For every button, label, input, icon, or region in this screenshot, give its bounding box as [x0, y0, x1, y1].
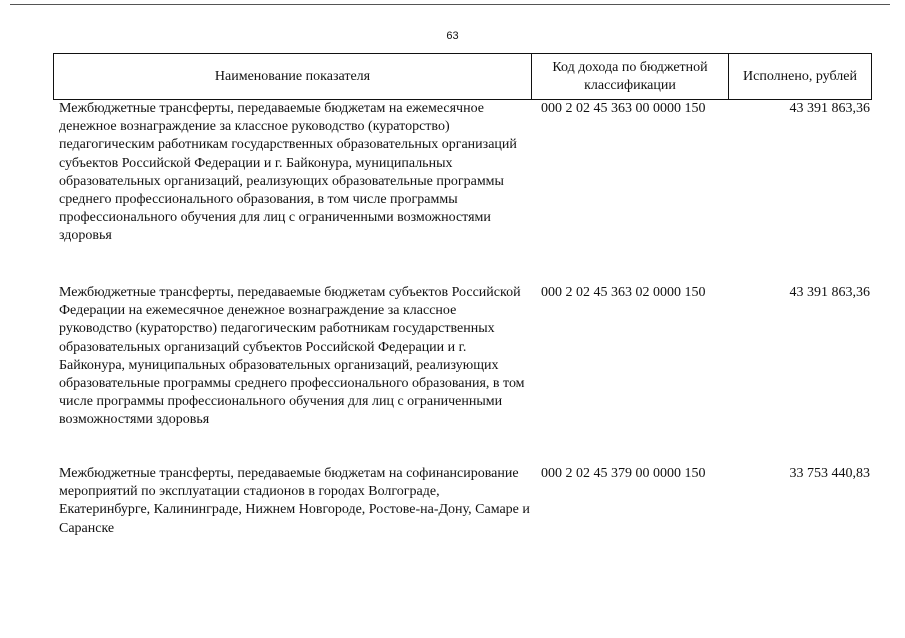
page-number: 63 [446, 30, 459, 42]
budget-code-cell: 000 2 02 45 363 00 0000 150 [541, 101, 706, 116]
executed-amount-cell: 33 753 440,83 [789, 466, 870, 481]
executed-amount-cell: 43 391 863,36 [789, 285, 870, 300]
table-row [53, 465, 872, 565]
top-rule [10, 4, 890, 5]
table-header [53, 53, 872, 100]
budget-code-cell: 000 2 02 45 379 00 0000 150 [541, 466, 706, 481]
executed-amount-cell: 43 391 863,36 [789, 101, 870, 116]
indicator-name-cell: Межбюджетные трансферты, передаваемые бюджетам на ежемесячное денежное вознаграждение за классное руководство (кураторство) педагогическим работникам государственных образовательных организаций субъектов Российской Федерации и г. Байконура, муниципальных образовательных организаций, реализующих образовательные программы среднего профессионального образования, в том числе программы профессионального обучения для лиц с ограниченными возможностями здоровья [59, 101, 517, 244]
header-indicator-name: Наименование показателя [54, 54, 532, 99]
budget-code-cell: 000 2 02 45 363 02 0000 150 [541, 285, 706, 300]
table-row [53, 100, 872, 284]
header-executed-amount: Исполнено, рублей [743, 68, 857, 84]
indicator-name-cell: Межбюджетные трансферты, передаваемые бюджетам на софинансирование мероприятий по эксплуатации стадионов в городах Волгограде, Екатеринбурге, Калининграде, Нижнем Новгороде, Ростове-на-Дону, Самаре и Саранске [59, 466, 530, 536]
table-row [53, 284, 872, 465]
indicator-name-cell: Межбюджетные трансферты, передаваемые бюджетам субъектов Российской Федерации на ежемесячное денежное вознаграждение за классное руководство (кураторство) педагогическим работникам государственных образовательных организаций субъектов Российской Федерации и г. Байконура, муниципальных образовательных организаций, реализующих образовательные программы среднего профессионального образования, в том числе программы профессионального обучения для лиц с ограниченными возможностями здоровья [59, 285, 525, 428]
table-body [53, 100, 872, 565]
header-budget-code: Код дохода по бюджетной классификации [532, 54, 729, 99]
